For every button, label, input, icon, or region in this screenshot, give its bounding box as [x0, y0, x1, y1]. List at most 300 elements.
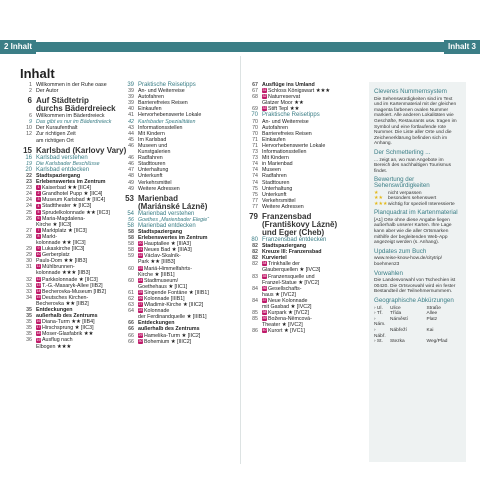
abbreviation-cell: Kai [426, 327, 434, 333]
toc-entry-text: Auf Städtetrip durchs Bäderdreieck [36, 96, 116, 114]
toc-entry-text: Hervorhebenswerte Lokale [138, 112, 202, 119]
toc-entry-text: Stadtspaziergang [138, 228, 183, 235]
page-number: 82 [252, 243, 258, 250]
page-number: 69 [252, 106, 258, 113]
abbreviation-cell: › Nábř. [374, 327, 386, 339]
toc-entry-text: 7 Marktplatz ★ [IIC3] [37, 227, 87, 234]
page-number: 59 [128, 253, 134, 260]
toc-entry-text: 23 Mariä-Himmelfahrts- Kirche ★ [IIIB1] [138, 265, 192, 278]
abbreviation-cell: Nábřeží [390, 327, 407, 333]
page-number: 42 [128, 118, 134, 125]
page-number: 75 [252, 185, 258, 192]
page-number: 58 [127, 222, 134, 229]
page-number: 61 [128, 289, 134, 296]
toc-entry-text: 17 Hirschsprung ★ [IIC3] [36, 325, 94, 332]
page-number: 49 [128, 185, 134, 192]
sight-number-badge: 28 [138, 308, 143, 313]
page-number: 35 [26, 307, 32, 313]
toc-entry-text: Weitere Adressen [262, 203, 304, 210]
abbreviation-cell: Platz [426, 316, 438, 322]
toc-entry-text: Praktische Reisetipps [138, 82, 196, 88]
page-number: 47 [128, 167, 134, 174]
page-number: 75 [252, 191, 258, 198]
sidebar-link[interactable]: www.reise-know-how.de/citytrip/ boehmen23 [374, 256, 442, 268]
toc-entry-text: An- und Weiterreise [262, 118, 309, 125]
toc-entry-text: 16 Diana-Turm ★★ [IIB4] [36, 319, 95, 326]
sight-number-badge: 1 [37, 185, 40, 190]
page-title: Inhalt [20, 66, 55, 81]
page-number: 27 [26, 227, 32, 234]
toc-entry-text: 39 Božena-Němcová- Theater ★ [IVC2] [262, 316, 312, 329]
page-number: 44 [128, 130, 134, 137]
toc-entry-text: Entdeckungen [36, 307, 73, 313]
toc-entry-text: Einkaufen [262, 136, 286, 143]
page-number: 34 [26, 294, 32, 301]
abbreviation-cell: Weg/Pfad [426, 339, 448, 345]
toc-entry-text: Stadttouren [262, 179, 290, 186]
toc-entry[interactable] [20, 337, 120, 349]
toc-entry-text: 9 Lukaskirche [IIC3] [37, 246, 85, 253]
toc-entry-text: 12 Parkkolonnade ★ [IIC3] [36, 276, 98, 283]
sight-number-badge: 31 [262, 88, 267, 93]
page-number: 60 [128, 277, 134, 284]
toc-entry[interactable] [246, 261, 364, 273]
page-number: 64 [128, 308, 134, 315]
abbreviation-table [374, 306, 461, 345]
toc-entry-text: Zur richtigen Zeit am richtigen Ort [36, 131, 76, 144]
toc-entry-text: 29 Hamelika-Turm ★ [IIC2] [138, 332, 201, 339]
page-number: 43 [128, 124, 134, 131]
sidebar-heading: Bewertung der Sehenswürdigkeiten [374, 176, 430, 189]
toc-entry[interactable] [246, 213, 364, 237]
page-number: 77 [252, 203, 258, 210]
toc-entry-text: 8 Markt- kolonnade ★★ [IIC3] [36, 233, 86, 246]
toc-entry-text: 24 Stadtmuseum/ Goethehaus ★ [IIC1] [138, 277, 188, 290]
page-number: 74 [252, 173, 258, 180]
toc-entry[interactable] [20, 264, 120, 276]
toc-entry-text: Mit Kindern [138, 130, 165, 137]
page-number: 70 [252, 124, 258, 131]
page-number: 41 [128, 112, 134, 119]
toc-entry-text: Marienbad entdecken [138, 222, 196, 229]
toc-entry[interactable] [122, 266, 234, 278]
star-icon: ★★★ [374, 200, 388, 207]
sight-number-badge: 24 [138, 277, 143, 282]
toc-entry-text: 32 Naturreservat Glatzer Moor ★★ [262, 94, 304, 107]
toc-entry-text: 3 Museum Karlsbad ★ [IIC4] [37, 197, 106, 204]
page-number: 74 [252, 179, 258, 186]
toc-entry-text: Praktische Reisetipps [262, 112, 320, 119]
page-number: 35 [26, 319, 32, 326]
sight-number-badge: 8 [37, 233, 40, 238]
sight-number-badge: 36 [262, 285, 267, 290]
sight-number-badge: 35 [262, 273, 267, 278]
rating-legend [374, 191, 461, 208]
toc-entry-text: 28 Kolonnade der Ferdinandquelle ★ [IIIB1] [138, 308, 207, 321]
toc-entry-text: Die Karlsbader Beschlüsse [36, 160, 100, 167]
page-number: 24 [26, 191, 32, 198]
page-number: 48 [128, 173, 134, 180]
toc-entry-text: 4 Stadttheater ★ [IIC3] [37, 203, 92, 210]
toc-entry-text: 36 Gesellschafts- haus ★ [IVC2] [262, 285, 302, 298]
toc-entry[interactable] [122, 253, 234, 265]
sidebar-text: Die Sehenswürdigkeiten sind im Text und im Kartenmaterial mit der gleichen magenta farbenen ovalen Nummer markiert. Alle anderen Lokalitäten wie Geschäfte, Restaurants usw. tragen im Symbol und eine fortlaufende rote Nummer. Die Liste aller Orte und die Zeichenerklärung befinden sich im Anhang. [374, 96, 457, 147]
page-number: 79 [249, 211, 258, 221]
star-icon: ★★ [374, 195, 383, 202]
page-number: 67 [252, 88, 258, 95]
sight-number-badge: 34 [262, 261, 267, 266]
toc-entry-text: Barrierefreies Reisen [138, 100, 188, 107]
toc-entry-text: 18 Moser-Glasfabrik ★★ [36, 331, 94, 338]
toc-entry[interactable] [122, 195, 234, 211]
toc-entry-text: Unterhaltung [138, 167, 169, 174]
toc-entry-text: 38 Kurpark ★ [IVC2] [262, 310, 309, 317]
page-number: 58 [128, 241, 134, 248]
toc-entry[interactable] [246, 316, 364, 328]
page-number: 23 [26, 185, 32, 192]
sight-number-badge: 9 [37, 246, 40, 251]
info-sidebar [369, 82, 466, 462]
toc-entry-text: An- und Weiterreise [138, 88, 185, 95]
abbreviation-cell: › Ul. [374, 305, 383, 311]
page-number: 30 [26, 258, 32, 265]
toc-entry-text: außerhalb des Zentrums [138, 326, 200, 333]
abbreviation-cell: Náměstí [390, 316, 408, 322]
toc-entry-text: Einkaufen [138, 106, 162, 113]
toc-entry-text: 35 Franzensquelle und Franzel-Statue ★ [IVC2] [262, 273, 320, 286]
toc-entry[interactable] [20, 145, 127, 155]
sight-number-badge: 11 [36, 264, 41, 269]
sight-number-badge: 23 [138, 265, 143, 270]
page-number: 16 [25, 154, 32, 161]
page-number: 86 [252, 328, 258, 335]
toc-entry-text: Museen und Kunstgalerien [138, 142, 171, 156]
toc-entry[interactable] [20, 97, 120, 113]
page-number: 66 [128, 338, 134, 345]
toc-entry-text: Franzensbad entdecken [262, 236, 327, 243]
sidebar-text: [A1] Orte ohne diese Angabe liegen außerhalb unserer Karten. Ihre Lage kann aber wie die aller Ortsmarken mithilfe der begleitenden Web-App angezeigt werden (s. Anhang). [374, 217, 452, 246]
sight-number-badge: 32 [262, 94, 267, 99]
page-number: 12 [26, 131, 32, 138]
page-number: 6 [27, 96, 32, 106]
toc-entry-text: in Marienbad [262, 161, 293, 168]
toc-entry[interactable] [20, 88, 120, 94]
abbreviation-cell: › Nám. [374, 316, 386, 328]
sight-number-badge: 12 [36, 276, 41, 281]
page-number: 35 [26, 325, 32, 332]
toc-entry-text: 34 Trinkhalle der Glauberquellen ★ [IVC3] [262, 261, 321, 274]
toc-entry-text: Unterkunft [138, 173, 163, 180]
toc-entry-text: Goethes „Marienbader Elegie“ [138, 216, 209, 223]
page-number: 85 [252, 316, 258, 323]
abbreviation-cell: › St. [374, 339, 383, 345]
page-number: 23 [26, 179, 32, 186]
toc-entry-text: 2 Grandhotel Pupp ★ [IIC4] [37, 191, 103, 198]
toc-entry-text: Ausflüge ins Umland [262, 82, 315, 88]
page-number: 15 [23, 145, 32, 155]
page-number: 80 [251, 236, 258, 243]
page-number: 29 [26, 252, 32, 259]
page-number: 67 [252, 82, 258, 88]
toc-entry-text: 10 Gerberplatz [36, 252, 70, 259]
sidebar-heading: Cleveres Nummernsystem [374, 88, 447, 95]
sight-number-badge: 29 [138, 332, 143, 337]
page-number: 82 [252, 261, 258, 268]
sight-number-badge: 16 [36, 319, 41, 324]
toc-entry[interactable] [122, 339, 234, 345]
abbreviation-cell: Allee [426, 311, 438, 317]
toc-entry-text: 5 Sprudelkolonnade ★★ [IIC3] [37, 209, 110, 216]
sight-number-badge: 5 [37, 209, 40, 214]
page-number: 66 [128, 320, 134, 327]
sight-number-badge: 33 [262, 106, 267, 111]
page-number: 1 [29, 82, 32, 88]
abbreviation-cell: › Tř. [374, 311, 383, 317]
page-number: 2 [29, 88, 32, 95]
toc-entry[interactable] [246, 298, 364, 310]
star-icon: ★ [374, 189, 379, 196]
toc-entry-text: Franzensbad (Františkovy Lázně) und Eger (Cheb) [262, 211, 338, 237]
toc-entry-text: Karlsbad entdecken [36, 166, 90, 173]
toc-entry-text: Der Autor [36, 88, 59, 95]
page-number: 31 [26, 264, 32, 271]
sidebar-heading: Geographische Abkürzungen [374, 297, 454, 304]
toc-entry-text: Autofahren [138, 94, 164, 101]
toc-entry-text: Kurviertel [262, 255, 287, 262]
page-number: 68 [252, 94, 258, 101]
sight-number-badge: 18 [36, 331, 41, 336]
page-number: 39 [127, 82, 134, 88]
toc-column-1 [20, 82, 127, 350]
page-number: 60 [128, 265, 134, 272]
toc-entry-text: Autofahren [262, 124, 288, 131]
sight-number-badge: 20 [138, 241, 143, 246]
sight-number-badge: 38 [262, 310, 267, 315]
toc-entry-text: Radfahren [138, 155, 163, 162]
sight-number-badge: 39 [262, 316, 267, 321]
toc-entry-text: Marienbad (Mariánské Lázně) [138, 193, 208, 211]
toc-column-3 [246, 82, 364, 334]
page-number: 82 [252, 255, 258, 262]
page-tab-right: Inhalt 3 [444, 40, 480, 54]
sight-number-badge: 14 [36, 288, 41, 293]
page-number: 35 [26, 313, 32, 320]
page-number: 24 [26, 203, 32, 210]
page-number: 6 [29, 113, 32, 120]
page-number: 54 [127, 210, 134, 217]
toc-column-2 [122, 82, 234, 345]
page-number: 24 [26, 197, 32, 204]
toc-entry-text: Stadtspaziergang [36, 172, 81, 179]
sight-number-badge: 22 [138, 253, 143, 258]
page-number: 46 [128, 161, 134, 168]
toc-entry-text: Pauls-Dom ★★ [IIB3] [36, 258, 88, 265]
toc-entry-text: 13 T.-G.-Masaryk-Allee [IIB2] [36, 282, 103, 289]
abbreviation-cell: Stezka [390, 339, 405, 345]
page-number: 70 [252, 130, 258, 137]
page-number: 71 [252, 142, 258, 149]
sight-number-badge: 30 [138, 338, 143, 343]
page-number: 58 [128, 235, 134, 242]
toc-entry-text: Stadttouren [138, 161, 166, 168]
page-number: 74 [252, 167, 258, 174]
toc-entry-text: Das gibt es nur im Bäderdreieck [36, 119, 112, 126]
page-number: 35 [26, 331, 32, 338]
toc-entry-text: Mit Kindern [262, 155, 289, 162]
toc-entry-text: Weitere Adressen [138, 185, 180, 192]
abbreviation-cell: Straße [426, 305, 441, 311]
toc-entry[interactable] [122, 308, 234, 320]
sidebar-heading: Updates zum Buch [374, 247, 427, 255]
toc-entry-text: 33 Stift Tepl ★★ [262, 106, 300, 113]
sight-number-badge: 13 [36, 282, 41, 287]
toc-entry[interactable] [246, 328, 364, 334]
page-number: 73 [252, 149, 258, 156]
toc-entry-text: Museen [262, 167, 281, 174]
sight-number-badge: 40 [262, 328, 267, 333]
toc-entry[interactable] [122, 186, 234, 192]
page-number: 10 [26, 125, 32, 132]
page-number: 83 [252, 273, 258, 280]
page-number: 39 [128, 88, 134, 95]
toc-entry-text: Marienbad verstehen [138, 210, 195, 217]
toc-entry[interactable] [20, 295, 120, 307]
toc-entry-text: 6 Maria-Magdalena- Kirche ★ [IIC3] [36, 215, 85, 228]
toc-entry-text: Informationsstellen [262, 149, 307, 156]
page-number: 36 [26, 337, 32, 344]
page-tab-left: 2 Inhalt [0, 40, 36, 54]
page-number: 49 [128, 179, 134, 186]
page-number: 66 [128, 332, 134, 339]
page-number: 85 [252, 310, 258, 317]
toc-entry-text: außerhalb des Zentrums [36, 313, 98, 320]
page-number: 58 [128, 228, 134, 235]
page-number: 19 [26, 160, 32, 167]
legend-label: besonders sehenswert [388, 196, 437, 202]
sight-number-badge: 27 [138, 302, 143, 307]
page-number: 74 [252, 161, 258, 168]
sight-number-badge: 26 [138, 296, 143, 301]
page-number: 46 [128, 155, 134, 162]
legend-label: nicht verpassen [388, 190, 422, 196]
toc-entry-text: 30 Bohemium ★ [IIIC2] [138, 338, 192, 345]
toc-entry[interactable] [246, 94, 364, 106]
page-number: 84 [252, 297, 258, 304]
page-number: 9 [29, 119, 32, 126]
toc-entry[interactable] [20, 234, 120, 246]
toc-entry-text: 40 Kurort ★ [IVC1] [262, 328, 305, 335]
sidebar-heading: Vorwahlen [374, 269, 403, 277]
sight-number-badge: 25 [138, 290, 143, 294]
legend-item [374, 202, 461, 208]
page-number: 32 [26, 276, 32, 283]
toc-entry-text: Barrierefreies Reisen [262, 130, 312, 137]
page-number: 20 [25, 166, 32, 173]
page-number: 39 [128, 94, 134, 101]
sight-number-badge: 15 [36, 294, 41, 299]
page-number: 66 [128, 326, 134, 333]
abbreviation-cell: Ulice [390, 305, 401, 311]
sight-number-badge: 21 [138, 247, 143, 252]
toc-entry-text: Unterkunft [262, 191, 287, 198]
sight-number-badge: 4 [37, 203, 40, 208]
toc-entry-text: Willkommen im Bäderdreieck [36, 113, 105, 120]
page-number: 71 [252, 136, 258, 143]
sight-number-badge: 6 [37, 215, 40, 220]
toc-entry[interactable] [246, 286, 364, 298]
toc-entry[interactable] [122, 143, 234, 155]
page-number: 22 [26, 172, 32, 179]
page-number: 73 [252, 155, 258, 162]
page-number: 53 [125, 193, 134, 203]
sidebar-text: ... zeigt an, wo man Angebote im Bereich des nachhaltigen Tourismus findet. [374, 157, 451, 174]
toc-entry-text: Hervorhebenswerte Lokale [262, 142, 326, 149]
page-number: 84 [252, 285, 258, 292]
sight-number-badge: 17 [36, 325, 41, 330]
page-number: 33 [26, 282, 32, 289]
toc-entry-text: 31 Schloss Königswart ★★★ [262, 88, 330, 95]
page-number: 63 [128, 302, 134, 309]
sidebar-heading: Der Schmetterling ... [374, 148, 431, 156]
toc-entry[interactable] [246, 204, 364, 210]
toc-entry-text: Erlebenswertes im Zentrum [138, 235, 208, 242]
toc-entry[interactable] [122, 278, 234, 290]
toc-entry-text: 14 Becherovka-Museum [IIB2] [36, 288, 106, 295]
sight-number-badge: 7 [37, 227, 40, 232]
page-number: 39 [128, 100, 134, 107]
page-number: 46 [128, 142, 134, 149]
toc-entry-text: 25 Singende Fontäne ★ [IIIB1] [138, 289, 209, 296]
page-number: 26 [26, 215, 32, 222]
toc-entry-text: Willkommen in der Ruhe oase [36, 82, 107, 88]
page-gutter [240, 56, 241, 464]
sight-number-badge: 3 [37, 197, 40, 202]
toc-entry-text: Karlsbad (Karlovy Vary) [36, 145, 127, 155]
page-number: 70 [251, 112, 258, 119]
toc-entry-text: Kreuze Ill: Franzensbad [262, 249, 322, 256]
toc-entry[interactable] [246, 274, 364, 286]
sight-number-badge: 10 [36, 252, 41, 257]
toc-entry-text: Verkehrsmittel [138, 179, 172, 186]
page-number: 77 [252, 197, 258, 204]
toc-entry-text: Karlsbad verstehen [36, 154, 88, 161]
sight-number-badge: 2 [37, 191, 40, 196]
toc-entry-text: Entdeckungen [138, 320, 175, 327]
page-number: 58 [128, 247, 134, 254]
sight-number-badge: 37 [262, 298, 267, 302]
page-number: 25 [26, 209, 32, 216]
toc-entry-text: 22 Václav-Skalník- Park ★★ [IIIB3] [138, 253, 181, 266]
header-bar [0, 42, 480, 52]
sight-number-badge: 19 [36, 337, 41, 342]
toc-entry-text: 1 Kaiserbad ★★ [IIC4] [37, 185, 91, 192]
toc-entry[interactable] [20, 216, 120, 228]
page-number: 82 [252, 249, 258, 256]
toc-entry[interactable] [20, 131, 120, 143]
toc-entry-text: 21 Neues Bad ★ [IIIA3] [138, 247, 192, 254]
toc-entry-text: 11 Mühlbrunnen- kolonnade ★★★ [IIB3] [36, 264, 91, 277]
toc-entry-text: 27 Wladimir-Kirche ★ [IIIC2] [138, 302, 204, 309]
toc-entry-text: Erlebenswertes im Zentrum [36, 179, 106, 186]
toc-entry-text: Informationsstellen [138, 124, 183, 131]
page-number: 62 [128, 296, 134, 302]
page-number: 28 [26, 233, 32, 240]
toc-entry-text: Stadtspaziergang [262, 243, 307, 250]
toc-entry-text: Unterhaltung [262, 185, 293, 192]
toc-entry-text: 15 Deutsches Kirchen- Becherovka ★★ [IIB2] [36, 294, 89, 307]
page-number: 40 [128, 106, 134, 113]
toc-entry-text: 26 Kolonnade [IIIB1] [138, 296, 185, 302]
